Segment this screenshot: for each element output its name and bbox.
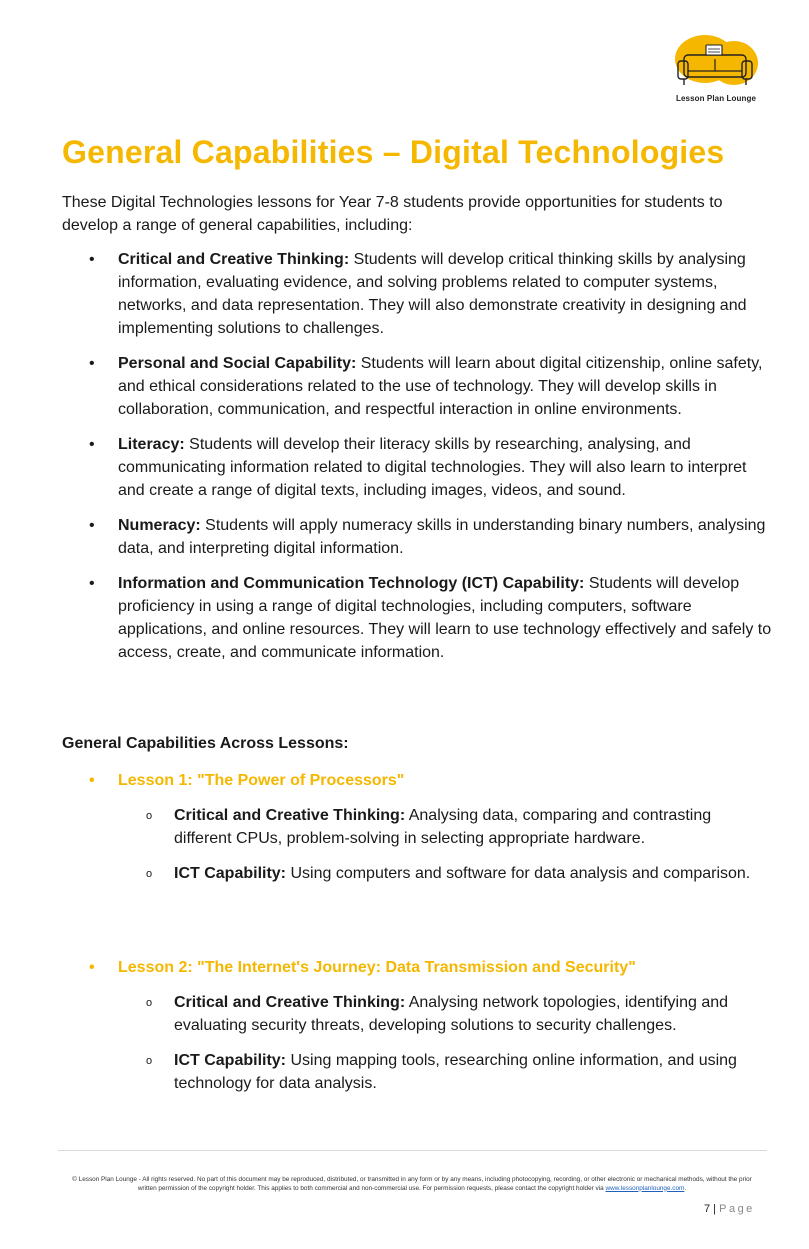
- footer-copyright: [62, 1176, 762, 1193]
- capability-item: [62, 433, 772, 502]
- lesson-items: [62, 991, 772, 1095]
- lesson-item-label: ICT Capability:: [174, 1052, 287, 1069]
- capability-label: Information and Communication Technology (ICT) Capability:: [118, 575, 585, 592]
- capability-text: Students will learn about digital citizenship, online safety, and ethical considerations related to the use of technology. They will develop skills in collaboration, communication, and respectful interaction in online environments.: [118, 355, 763, 418]
- circle-bullet-icon: o: [146, 1055, 153, 1067]
- lesson-title-text: Lesson 1: "The Power of Processors": [118, 772, 405, 789]
- intro-paragraph: These Digital Technologies lessons for Year 7-8 students provide opportunities for students to develop a range of general capabilities, including:: [62, 194, 723, 234]
- lesson-item-text: Using computers and software for data analysis and comparison.: [286, 865, 751, 882]
- lesson-title-text: Lesson 2: "The Internet's Journey: Data Transmission and Security": [118, 959, 636, 976]
- lesson-item: [62, 1049, 772, 1095]
- lesson-items: [62, 804, 772, 885]
- capability-item: [62, 514, 772, 560]
- bullet-icon: •: [89, 772, 95, 789]
- capability-text: Students will develop critical thinking skills by analysing information, evaluating evidence, and solving problems related to computer systems, networks, and data representation. They will also demonstrate creativity in designing and implementing solutions to challenges.: [118, 251, 747, 337]
- capability-text: Students will develop proficiency in using a range of digital technologies, including computers, software applications, and online resources. They will learn to use technology effectively and safely to access, create, and communicate information.: [118, 575, 772, 661]
- lesson-block: [62, 956, 772, 1107]
- capability-item: [62, 572, 772, 664]
- capability-label: Personal and Social Capability:: [118, 355, 357, 372]
- website-link[interactable]: www.lessonplanlounge.com: [605, 1184, 685, 1192]
- lesson-item-label: Critical and Creative Thinking:: [174, 807, 406, 824]
- bullet-icon: •: [89, 575, 95, 592]
- capability-item: [62, 352, 772, 421]
- bullet-icon: •: [89, 251, 95, 268]
- circle-bullet-icon: o: [146, 997, 153, 1009]
- circle-bullet-icon: o: [146, 810, 153, 822]
- logo-text: Lesson Plan Lounge: [675, 94, 757, 103]
- lesson-item-label: Critical and Creative Thinking:: [174, 994, 406, 1011]
- lesson-item: [62, 804, 772, 850]
- capability-label: Literacy:: [118, 436, 185, 453]
- capabilities-list: [62, 248, 772, 676]
- capability-item: [62, 248, 772, 340]
- page-separator: |: [710, 1203, 720, 1215]
- lesson-item-text: Analysing network topologies, identifying and evaluating security threats, developing solutions to security challenges.: [174, 994, 729, 1034]
- lesson-item-text: Using mapping tools, researching online information, and using technology for data analysis.: [174, 1052, 737, 1092]
- lesson-block: [62, 769, 772, 897]
- circle-bullet-icon: o: [146, 868, 153, 880]
- page-label: Page: [719, 1203, 755, 1215]
- capability-label: Critical and Creative Thinking:: [118, 251, 350, 268]
- capability-label: Numeracy:: [118, 517, 201, 534]
- capability-text: Students will apply numeracy skills in understanding binary numbers, analysing data, and interpreting digital information.: [118, 517, 766, 557]
- lesson-title: [62, 769, 772, 792]
- lesson-item-text: Analysing data, comparing and contrasting different CPUs, problem-solving in selecting appropriate hardware.: [174, 807, 712, 847]
- lesson-item: [62, 862, 772, 885]
- couch-icon: [672, 33, 760, 91]
- copyright-text: © Lesson Plan Lounge - All rights reserved. No part of this document may be reproduced, distributed, or transmitted in any form or by any means, including photocopying, recording, or other electronic or mechanical methods, without the prior written permission of the copyright holder. This applies to both commercial and non-commercial use. For permission requests, please contact the copyright holder via: [72, 1176, 752, 1192]
- capability-text: Students will develop their literacy skills by researching, analysing, and communicating information related to digital technologies. They will also learn to interpret and create a range of digital texts, including images, videos, and sound.: [118, 436, 747, 499]
- page-number-value: 7: [704, 1203, 711, 1215]
- page-title: General Capabilities – Digital Technologies: [62, 134, 725, 170]
- copyright-suffix: .: [684, 1184, 687, 1192]
- lesson-item-label: ICT Capability:: [174, 865, 287, 882]
- bullet-icon: •: [89, 517, 95, 534]
- lesson-title: [62, 956, 772, 979]
- logo: [668, 33, 764, 107]
- footer-divider: [58, 1150, 767, 1151]
- lesson-item: [62, 991, 772, 1037]
- bullet-icon: •: [89, 436, 95, 453]
- bullet-icon: •: [89, 355, 95, 372]
- page-number: [704, 1203, 755, 1215]
- bullet-icon: •: [89, 959, 95, 976]
- section-heading: General Capabilities Across Lessons:: [62, 735, 349, 752]
